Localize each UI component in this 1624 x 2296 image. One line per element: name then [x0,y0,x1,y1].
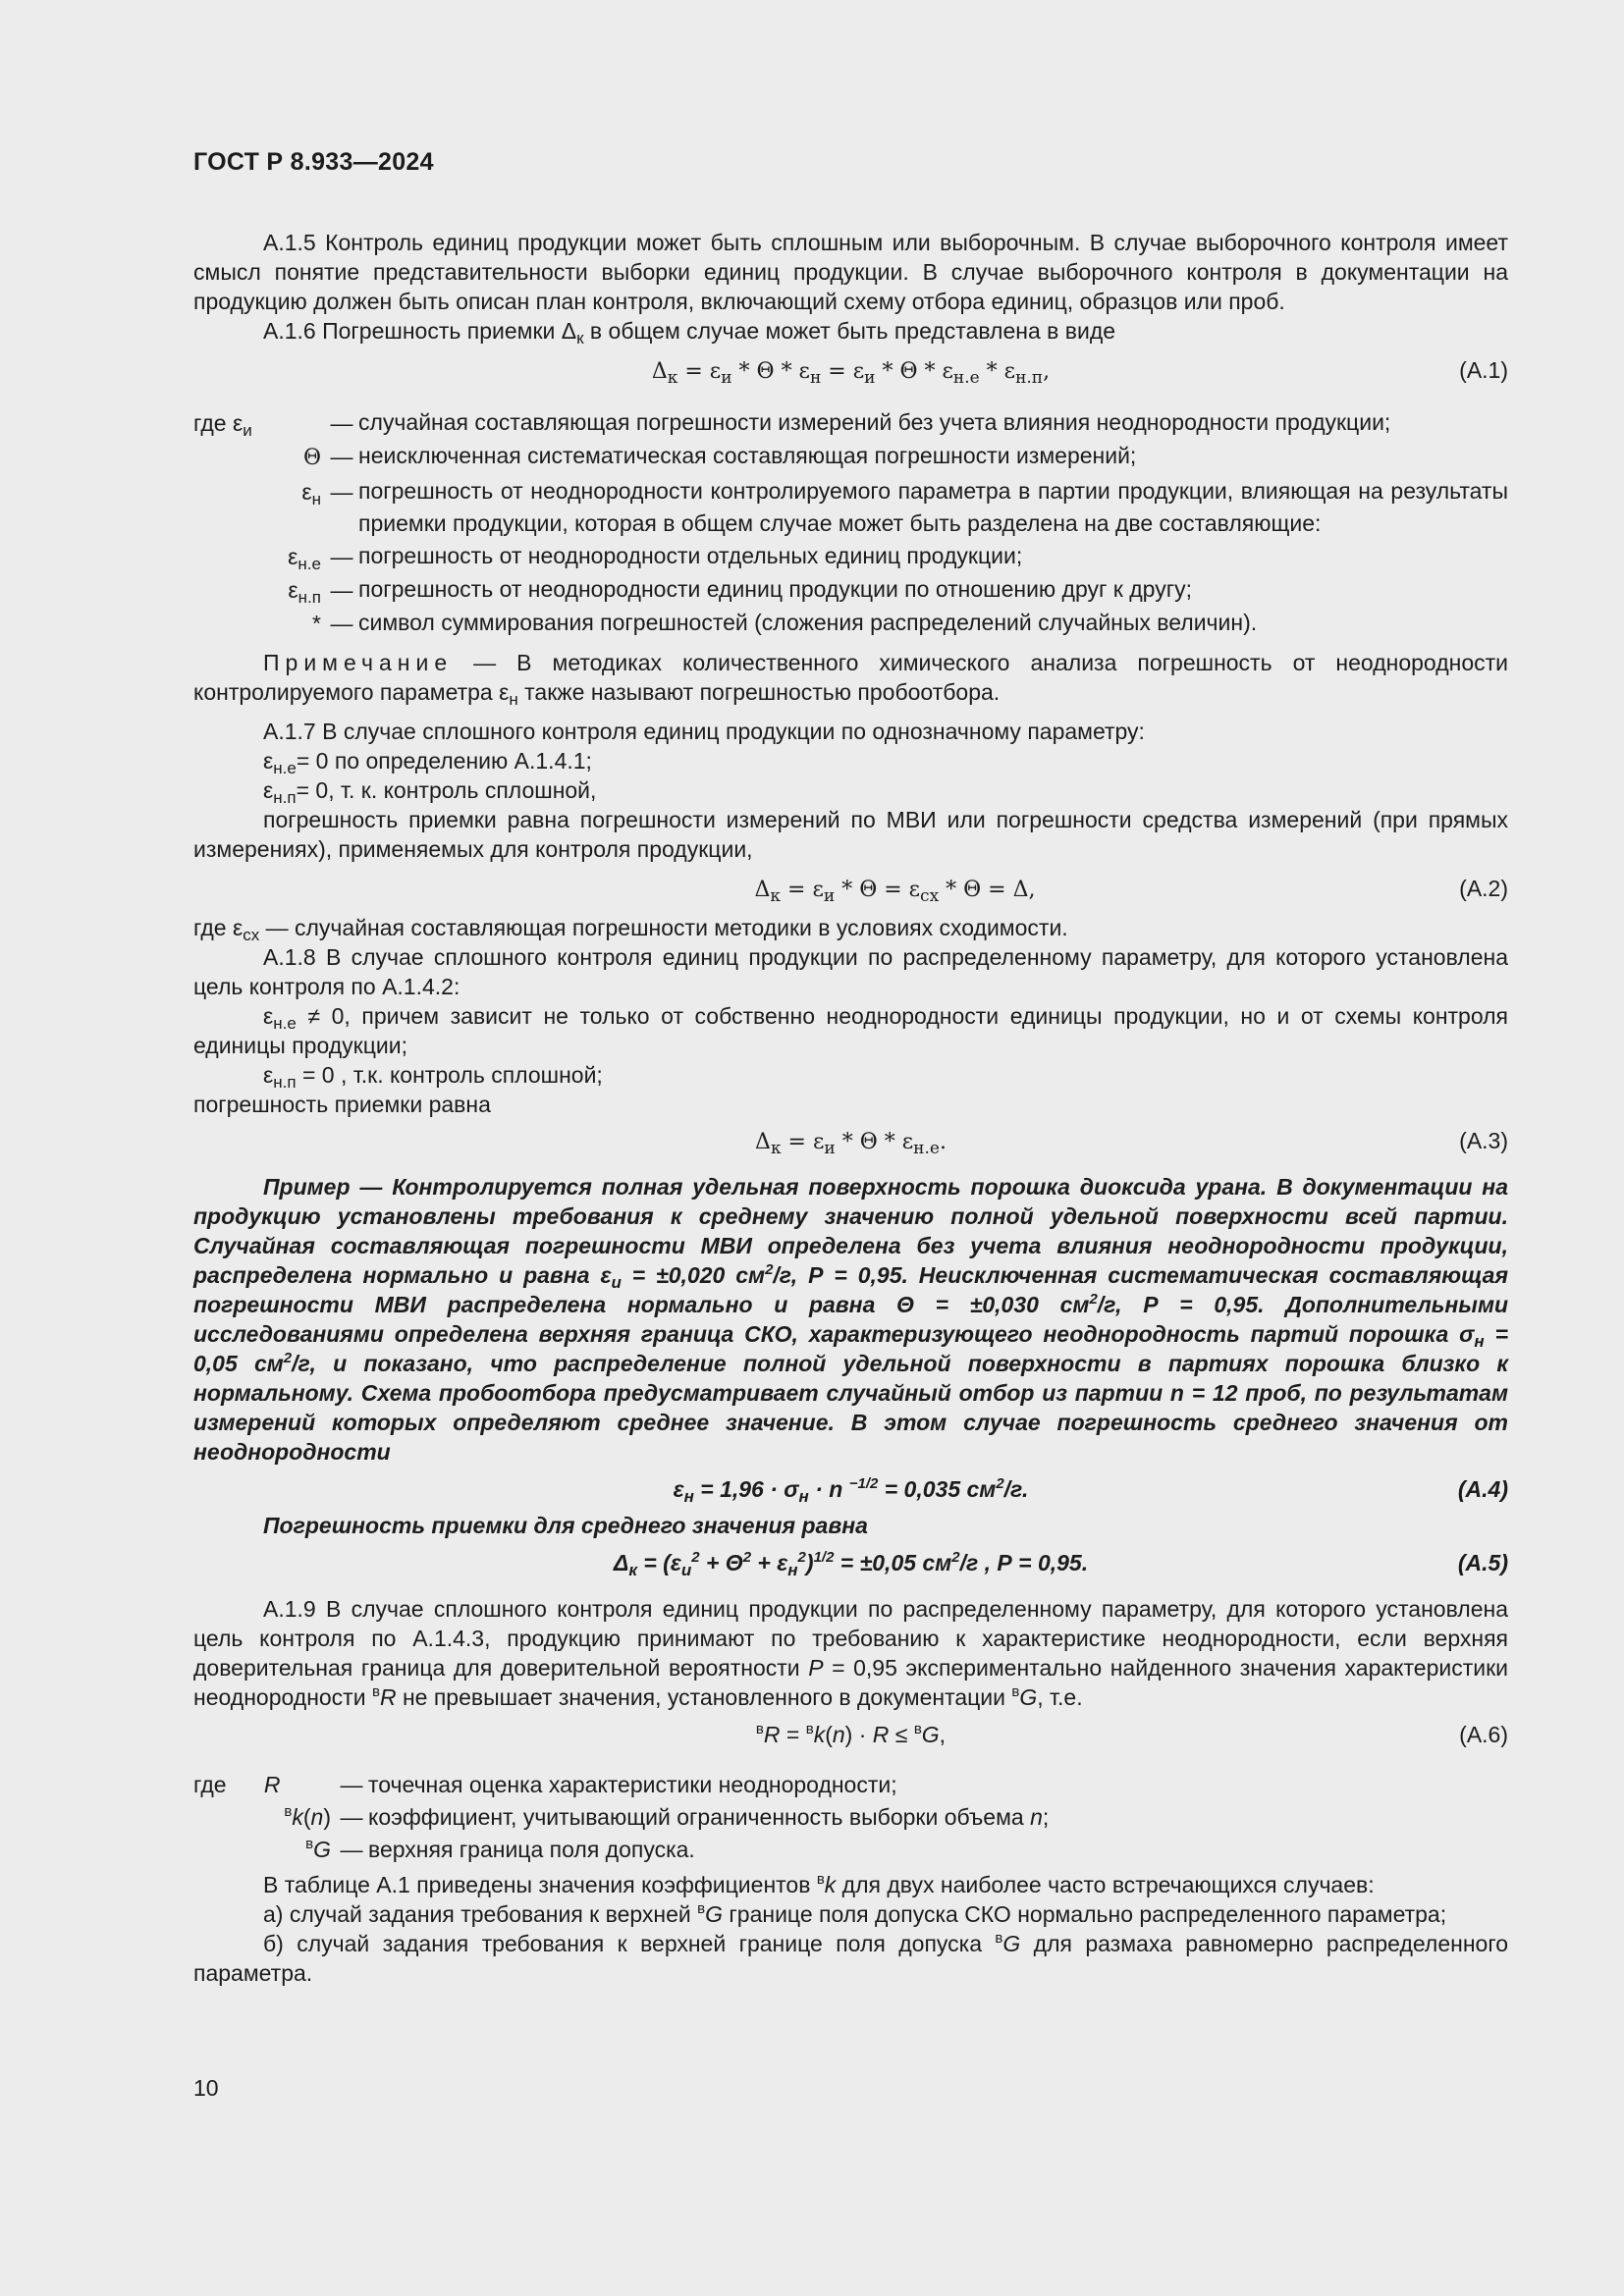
definitions-a6 [193,1769,1508,1866]
definition-row: * — символ суммирования погрешностей (сложения распределений случайных величин). [312,610,1258,636]
example-paragraph: Пример — Контролируется полная удельная поверхность порошка диоксида урана. В документации на продукцию установлены требования к среднему значению полной удельной поверхности всей партии. Случайная составляющая погрешности МВИ определена без учета влияния неоднородности продукции, распределена нормально и равна $\varepsilon_и = \pm 0,020$ $см^2/г$, Р = 0,95. Неисключенная систематическая составляющая погрешности МВИ распределена нормально и равна Θ = ±0,030 $см^2/г$, Р = 0,95. Дополнительными исследованиями определена верхняя граница СКО, характеризующего неоднородность партий порошка $\sigma_н = 0,05$ $см^2/г$, и показано, что распределение полной удельной поверхности в партиях порошка близко к нормальному. Схема пробоотбора предусматривает случайный отбор из партии n = 12 проб, по результатам измерений которых определяют среднее значение. В этом случае погрешность среднего значения от неоднородности [193,1174,1509,1465]
paragraph-a18-line3: погрешность приемки равна [193,1092,491,1117]
paragraph-case-a: а) случай задания требования к верхней $^в$G границе поля допуска СКО нормально распределенного параметра; [263,1900,1447,1927]
definition-row: где R — точечная оценка характеристики неоднородности; [193,1772,897,1797]
formula-a5: $\Delta_к = (\varepsilon_и^2 + \Theta^2 + \varepsilon_н^2)^{1/2} = \pm 0,05$ $см^2/г$ , Р = 0,95. (А.5) [613,1549,1508,1579]
paragraph-a16: А.1.6 Погрешность приемки $\Delta_к$ в общем случае может быть представлена в виде [263,318,1116,347]
paragraph-a17-line2: $\varepsilon_{н.п}= 0$, т. к. контроль сплошной, [263,777,597,807]
definition-row: Θ — неисключенная систематическая составляющая погрешности измерений; [302,443,1137,470]
paragraph-a17-text: погрешность приемки равна погрешности измерений по МВИ или погрешности средства измерений (при прямых измерениях), применяемых для контроля продукции, [193,807,1508,862]
definition-row: $\varepsilon_н$ — погрешность от неоднородности контролируемого параметра в партии продукции, влияющая на результаты приемки продукции, которая в общем случае может быть разделена на две составляющие: [301,478,1508,536]
formula-a2: $\Delta_к = \varepsilon_и * \Theta = \varepsilon_{сх} * \Theta = \Delta$, (А.2) [754,876,1508,906]
definition-row: $\varepsilon_{н.е}$ — погрешность от неоднородности отдельных единиц продукции; [288,543,1023,573]
definition-row: $^в$G — верхняя граница поля допуска. [305,1836,695,1862]
definitions-a1 [193,406,1508,640]
paragraph-a18-line1: $\varepsilon_{н.е} \ne 0$, причем зависит не только от собственно неоднородности единицы продукции, но и от схемы контроля единицы продукции; [193,1003,1509,1058]
paragraph-a17-line1: $\varepsilon_{н.е}= 0$ по определению А.1.4.1; [263,748,592,777]
definition-row: где $\varepsilon_и$ — случайная составляющая погрешности измерений без учета влияния неоднородности продукции; [193,409,1391,440]
paragraph-table-ref: В таблице А.1 приведены значения коэффициентов $^в$k для двух наиболее часто встречающихся случаев: [263,1871,1375,1897]
example-line: Погрешность приемки для среднего значения равна [263,1513,868,1538]
formula-number: (А.5) [1457,1550,1508,1575]
paragraph-a17: А.1.7 В случае сплошного контроля единиц продукции по однозначному параметру: [263,719,1145,744]
formula-number: (А.2) [1459,876,1508,901]
formula-a4: $\varepsilon_н = 1,96 \cdot \sigma_н \cdot n$ $^{-1/2}$ = 0,035 $см^2/г$. (А.4) [673,1475,1508,1506]
formula-number: (А.4) [1457,1476,1508,1502]
formula-number: (А.1) [1459,357,1508,383]
definition-row: $\varepsilon_{н.п}$ — погрешность от неоднородности единиц продукции по отношению друг к другу; [288,576,1192,607]
page-header: ГОСТ Р 8.933—2024 [193,148,434,176]
paragraph-a18: А.1.8 В случае сплошного контроля единиц продукции по распределенному параметру, для которого установлена цель контроля по А.1.4.2: [193,944,1508,999]
paragraph-a19: А.1.9 В случае сплошного контроля единиц продукции по распределенному параметру, для которого установлена цель контроля по А.1.4.3, продукцию принимают по требованию к характеристике неоднородности, если верхняя доверительная граница для доверительной вероятности P = 0,95 экспериментально найденного значения характеристики неоднородности $^в$R не превышает значения, установленного в документации $^в$G, т.е. [193,1596,1508,1710]
formula-number: (А.6) [1459,1722,1508,1747]
definition-row: $^в$k(n) — коэффициент, учитывающий ограниченность выборки объема n; [284,1803,1050,1830]
formula-a3: $\Delta_к = \varepsilon_и * \Theta * \varepsilon_{н.е}$. (А.3) [755,1128,1508,1158]
note: Примечание — В методиках количественного химического анализа погрешность от неоднородности контролируемого параметра $\varepsilon_н$ также называют погрешностью пробоотбора. [193,650,1508,709]
paragraph-case-b: б) случай задания требования к верхней границе поля допуска $^в$G для размаха равномерно распределенного параметра. [193,1930,1508,1986]
formula-a1: $\Delta_к = \varepsilon_и * \Theta * \varepsilon_н = \varepsilon_и * \Theta * \varepsilon_{н.е} * \varepsilon_{н.п}$, (А.1) [651,357,1508,388]
paragraph-a18-line2: $\varepsilon_{н.п} = 0$ , т.к. контроль сплошной; [263,1062,603,1092]
page-number: 10 [193,2075,219,2101]
paragraph-a15: А.1.5 Контроль единиц продукции может быть сплошным или выборочным. В случае выборочного контроля имеет смысл понятие представительности выборки единиц продукции. В случае выборочного контроля в документации на продукцию должен быть описан план контроля, включающий схему отбора единиц, образцов или проб. [193,230,1508,314]
formula-a6: $^в$R = $^в$k(n) · R ≤ $^в$G, (А.6) [755,1721,1508,1747]
paragraph-a17-where: где $\varepsilon_{сх}$ — случайная составляющая погрешности методики в условиях сходимости. [193,915,1068,944]
formula-number: (А.3) [1459,1128,1508,1153]
